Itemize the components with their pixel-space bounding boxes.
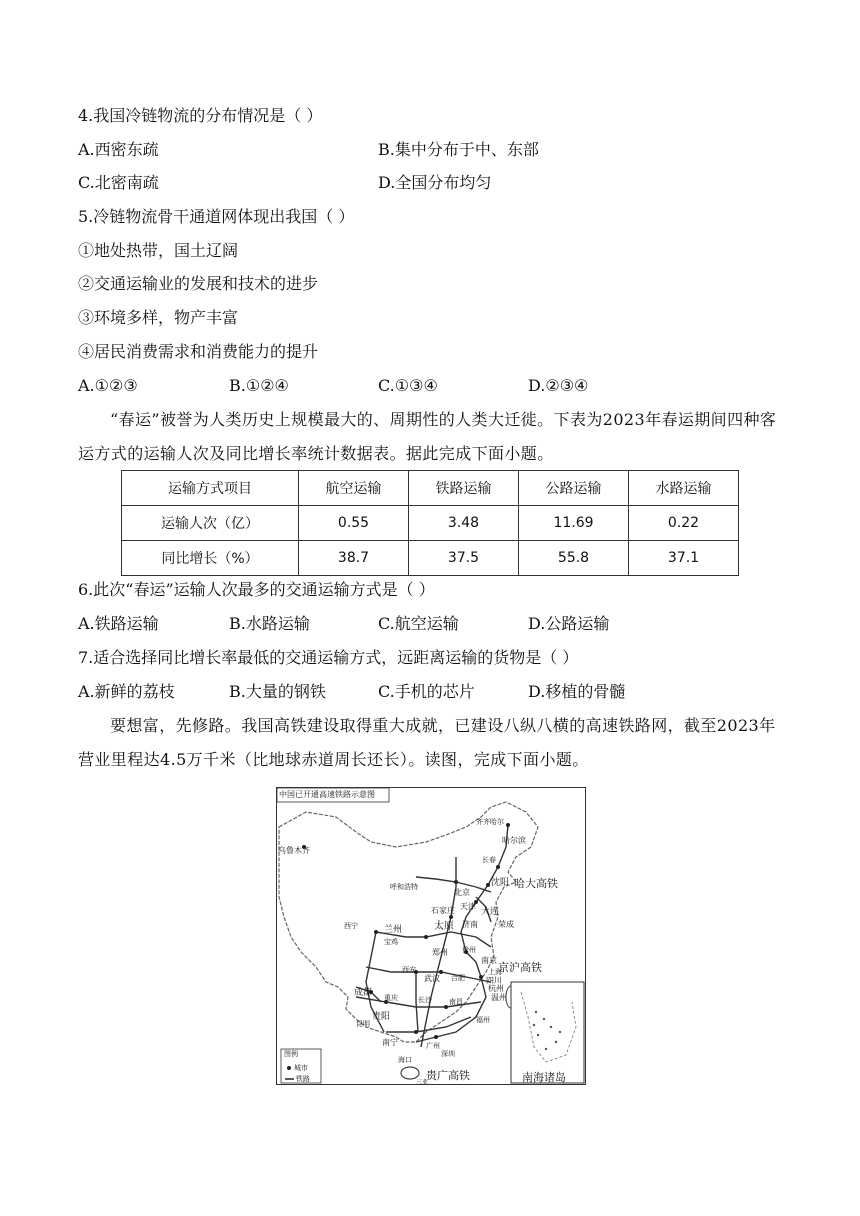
legend-city: 城市 — [294, 1064, 308, 1072]
guiyang-guangzhou-rail-label: 贵广高铁 — [426, 1069, 470, 1082]
city-label: 合肥 — [451, 974, 465, 982]
region-label: 四川 — [486, 976, 502, 985]
city-label: 济南 — [462, 920, 478, 929]
q6-option-d: D.公路运输 — [528, 614, 610, 633]
harbin-dalian-rail-label: 哈大高铁 — [514, 877, 558, 890]
city-label: 沈阳 — [491, 878, 510, 888]
table-cell: 11.69 — [519, 506, 629, 541]
q5-statement-1: ①地处热带，国土辽阔 — [78, 241, 239, 260]
city-label: 北京 — [454, 888, 470, 897]
city-label: 乌鲁木齐 — [278, 846, 310, 855]
city-label: 成都 — [354, 988, 373, 998]
city-label: 海口 — [398, 1056, 412, 1064]
legend-rail: 铁路 — [296, 1075, 310, 1083]
city-label: 哈尔滨 — [502, 836, 526, 845]
table-cell: 0.55 — [299, 506, 409, 541]
city-label: 太原 — [434, 921, 454, 932]
transport-table — [121, 470, 739, 576]
city-label: 贵阳 — [372, 1012, 391, 1022]
q6-option-b: B.水路运输 — [229, 614, 310, 633]
q7-option-d: D.移植的骨髓 — [528, 682, 626, 701]
q5-option-b: B.①②④ — [229, 376, 289, 395]
city-label: 呼和浩特 — [390, 883, 418, 891]
legend-title: 图例 — [284, 1050, 298, 1058]
city-label: 长春 — [482, 856, 496, 864]
q6-option-a: A.铁路运输 — [78, 614, 159, 633]
q7-option-a: A.新鲜的荔枝 — [78, 682, 175, 701]
city-label: 荣成 — [498, 920, 514, 929]
city-label: 齐齐哈尔 — [476, 818, 504, 826]
beijing-shanghai-rail-label: 京沪高铁 — [498, 961, 542, 974]
table-cell: 38.7 — [299, 541, 409, 576]
high-speed-rail-map — [276, 787, 586, 1085]
city-label: 徐州 — [462, 946, 476, 954]
q6-option-c: C.航空运输 — [378, 614, 459, 633]
city-label: 福州 — [476, 1016, 490, 1024]
table-header-cell: 运输方式项目 — [122, 471, 299, 506]
city-label: 兰州 — [384, 925, 403, 935]
city-label: 西宁 — [344, 922, 358, 930]
q4-option-d: D.全国分布均匀 — [378, 173, 492, 192]
table-cell: 37.5 — [409, 541, 519, 576]
table-header-cell: 水路运输 — [629, 471, 739, 506]
city-label: 大连 — [481, 907, 500, 917]
table-cell: 同比增长（%） — [122, 541, 299, 576]
city-label: 重庆 — [384, 994, 398, 1002]
city-label: 南昌 — [449, 998, 463, 1006]
q7-stem: 7.适合选择同比增长率最低的交通运输方式，远距离运输的货物是（ ） — [78, 648, 579, 667]
table-cell: 3.48 — [409, 506, 519, 541]
city-label: 南宁 — [382, 1038, 398, 1047]
q7-option-b: B.大量的钢铁 — [229, 682, 326, 701]
city-label: 昆明 — [356, 1020, 370, 1028]
q6-stem: 6.此次“春运”运输人次最多的交通运输方式是（ ） — [78, 580, 435, 599]
q4-option-b: B.集中分布于中、东部 — [378, 140, 539, 159]
q4-option-a: A.西密东疏 — [78, 140, 159, 159]
city-label: 三亚 — [416, 1079, 429, 1086]
table-header-row — [122, 471, 739, 506]
city-label: 温州 — [491, 993, 507, 1002]
city-label: 郑州 — [432, 948, 448, 957]
q5-option-c: C.①③④ — [378, 376, 438, 395]
table-cell: 55.8 — [519, 541, 629, 576]
map-title: 中国已开通高速铁路示意图 — [279, 790, 375, 799]
table-header-cell: 铁路运输 — [409, 471, 519, 506]
table-header-cell: 公路运输 — [519, 471, 629, 506]
table-header-cell: 航空运输 — [299, 471, 409, 506]
q5-statement-2: ②交通运输业的发展和技术的进步 — [78, 274, 319, 293]
q4-option-c: C.北密南疏 — [78, 173, 159, 192]
q5-statement-3: ③环境多样，物产丰富 — [78, 308, 239, 327]
city-label: 长沙 — [418, 996, 432, 1004]
city-label: 南京 — [481, 956, 497, 965]
q5-option-d: D.②③④ — [528, 376, 589, 395]
q5-statement-4: ④居民消费需求和消费能力的提升 — [78, 342, 319, 361]
city-label: 天津 — [460, 902, 476, 911]
table-row — [122, 506, 739, 541]
q4-stem: 4.我国冷链物流的分布情况是（ ） — [78, 106, 323, 125]
city-label: 上海 — [488, 968, 502, 976]
spring-travel-intro: “春运”被誉为人类历史上规模最大的、周期性的人类大迁徙。下表为2023年春运期间四种客运方式的运输人次及同比增长率统计数据表。据此完成下面小题。 — [78, 410, 777, 463]
city-label: 深圳 — [441, 1050, 455, 1058]
table-row — [122, 541, 739, 576]
city-label: 武汉 — [424, 974, 440, 983]
city-label: 西安 — [402, 966, 416, 974]
city-label: 广州 — [426, 1042, 440, 1050]
table-cell: 37.1 — [629, 541, 739, 576]
q7-option-c: C.手机的芯片 — [378, 682, 475, 701]
city-label: 杭州 — [488, 984, 504, 993]
q5-option-a: A.①②③ — [78, 376, 138, 395]
city-label: 宝鸡 — [384, 938, 398, 946]
q5-stem: 5.冷链物流骨干通道网体现出我国（ ） — [78, 207, 355, 226]
table-cell: 运输人次（亿） — [122, 506, 299, 541]
high-speed-rail-intro: 要想富，先修路。我国高铁建设取得重大成就，已建设八纵八横的高速铁路网，截至2023年营业里程达4.5万千米（比地球赤道周长还长）。读图，完成下面小题。 — [78, 716, 776, 769]
city-label: 石家庄 — [431, 906, 455, 915]
south-china-sea-inset-label: 南海诸岛 — [522, 1071, 566, 1084]
table-cell: 0.22 — [629, 506, 739, 541]
